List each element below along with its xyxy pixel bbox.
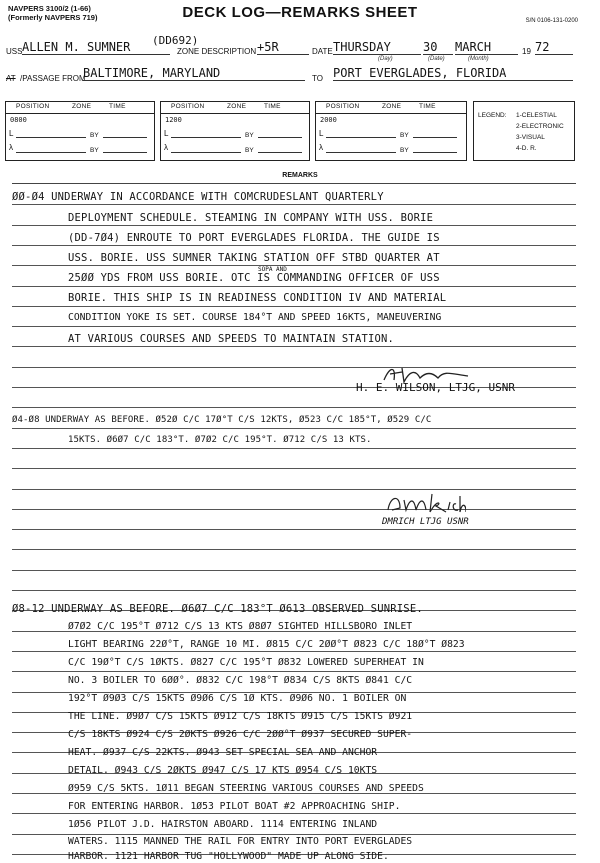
by-field xyxy=(103,144,147,153)
zone-header: ZONE xyxy=(382,103,402,110)
hull-number: (DD692) xyxy=(152,34,199,47)
longitude-field xyxy=(326,144,396,153)
by-field xyxy=(258,144,302,153)
by-label: BY xyxy=(245,132,254,139)
watch1-line: BORIE. THIS SHIP IS IN READINESS CONDITION IV AND MATERIAL xyxy=(68,292,447,304)
remarks-heading: REMARKS xyxy=(282,172,318,179)
longitude-label: λ xyxy=(9,143,13,152)
by-label: BY xyxy=(90,132,99,139)
page-title: DECK LOG—REMARKS SHEET xyxy=(182,4,418,21)
form-number-line2: (Formerly NAVPERS 719) xyxy=(8,13,98,22)
watch3-line: Ø959 C/S 5KTS. 1Ø11 BEGAN STEERING VARIOUS COURSES AND SPEEDS xyxy=(68,783,424,794)
uss-label: USS xyxy=(6,47,23,56)
ruled-line xyxy=(12,549,576,550)
time-header: TIME xyxy=(264,103,281,110)
ruled-line xyxy=(12,509,576,510)
watch1-line: AT VARIOUS COURSES AND SPEEDS TO MAINTAIN STATION. xyxy=(68,333,395,345)
ruled-line xyxy=(12,489,576,490)
year-value: 72 xyxy=(535,41,573,55)
day-value: THURSDAY xyxy=(333,41,421,55)
day-caption: (Day) xyxy=(378,56,393,62)
by-field xyxy=(258,129,302,138)
position-box-1200 xyxy=(160,101,310,161)
ruled-line xyxy=(12,570,576,571)
longitude-label: λ xyxy=(164,143,168,152)
latitude-field xyxy=(16,129,86,138)
watch1-line: (DD-7Ø4) ENROUTE TO PORT EVERGLADES FLORIDA. THE GUIDE IS xyxy=(68,232,440,244)
ruled-line xyxy=(12,346,576,347)
position-box-0800 xyxy=(5,101,155,161)
watch3-line: 192°T Ø9Ø3 C/S 15KTS Ø9Ø6 C/S 1Ø KTS. Ø9Ø6 NO. 1 BOILER ON xyxy=(68,693,407,704)
watch3-line: C/S 18KTS Ø924 C/S 2ØKTS Ø926 C/C 2ØØ°T Ø937 SECURED SUPER- xyxy=(68,729,413,740)
position-time: 2000 xyxy=(320,116,337,124)
watch3-line: NO. 3 BOILER TO 6ØØ°. Ø832 C/C 198°T Ø834 C/S 8KTS Ø841 C/C xyxy=(68,675,413,686)
latitude-label: L xyxy=(9,129,14,138)
position-header: POSITION xyxy=(171,103,205,110)
position-header: POSITION xyxy=(16,103,50,110)
zone-header: ZONE xyxy=(72,103,92,110)
latitude-field xyxy=(171,129,241,138)
watch1-signer: H. E. WILSON, LTJG, USNR xyxy=(356,381,515,394)
watch1-line: 25ØØ YDS FROM USS BORIE. OTC IS COMMANDING OFFICER OF USS xyxy=(68,272,440,284)
position-time: 1200 xyxy=(165,116,182,124)
watch2-line: Ø4-Ø8 UNDERWAY AS BEFORE. Ø52Ø C/C 17Ø°T C/S 12KTS, Ø523 C/C 185°T, Ø529 C/C xyxy=(12,415,432,425)
by-field xyxy=(413,129,457,138)
legend-item: 3-VISUAL xyxy=(516,134,545,141)
legend-item: 1-CELESTIAL xyxy=(516,112,557,119)
watch2-signer: DMRICH LTJG USNR xyxy=(382,517,469,527)
position-header: POSITION xyxy=(326,103,360,110)
by-field xyxy=(413,144,457,153)
by-label: BY xyxy=(400,132,409,139)
ruled-line xyxy=(12,286,576,287)
watch3-line: FOR ENTERING HARBOR. 1Ø53 PILOT BOAT #2 APPROACHING SHIP. xyxy=(68,801,401,812)
watch1-line: DEPLOYMENT SCHEDULE. STEAMING IN COMPANY WITH USS. BORIE xyxy=(68,212,434,224)
watch3-line: WATERS. 1115 MANNED THE RAIL FOR ENTRY INTO PORT EVERGLADES xyxy=(68,836,413,847)
passage-to: PORT EVERGLADES, FLORIDA xyxy=(333,67,573,81)
stock-number: S/N 0106-131-0200 xyxy=(525,18,578,24)
date-value: 30 xyxy=(423,41,453,55)
by-field xyxy=(103,129,147,138)
passage-from: BALTIMORE, MARYLAND xyxy=(83,67,305,81)
watch3-line: THE LINE. Ø9Ø7 C/S 15KTS Ø912 C/S 18KTS Ø915 C/S 15KTS Ø921 xyxy=(68,711,413,722)
watch1-line: USS. BORIE. USS SUMNER TAKING STATION OFF STBD QUARTER AT xyxy=(68,252,440,264)
watch1-line: ØØ-Ø4 UNDERWAY IN ACCORDANCE WITH COMCRUDESLANT QUARTERLY xyxy=(12,191,384,203)
watch3-line: C/C 19Ø°T C/S 1ØKTS. Ø827 C/C 195°T Ø832 LOWERED SUPERHEAT IN xyxy=(68,657,424,668)
ruled-line xyxy=(12,225,576,226)
watch1-insertion: SOPA AND xyxy=(258,266,287,273)
legend-title: LEGEND: xyxy=(478,112,507,119)
by-label: BY xyxy=(90,147,99,154)
month-caption: (Month) xyxy=(468,56,489,62)
ship-name: ALLEN M. SUMNER xyxy=(22,41,170,55)
zone-value: +5R xyxy=(257,41,309,55)
watch3-line: Ø7Ø2 C/C 195°T Ø712 C/S 13 KTS Ø8Ø7 SIGHTED HILLSBORO INLET xyxy=(68,621,413,632)
form-number-line1: NAVPERS 3100/2 (1-66) xyxy=(8,4,91,13)
watch3-line: Ø8-12 UNDERWAY AS BEFORE. Ø6Ø7 C/C 183°T Ø613 OBSERVED SUNRISE. xyxy=(12,603,423,615)
ruled-line xyxy=(12,367,576,368)
ruled-line xyxy=(12,448,576,449)
watch3-line: 1Ø56 PILOT J.D. HAIRSTON ABOARD. 1114 ENTERING INLAND xyxy=(68,819,378,830)
watch1-line: CONDITION YOKE IS SET. COURSE 184°T AND SPEED 16KTS, MANEUVERING xyxy=(68,312,442,323)
ruled-line xyxy=(12,529,576,530)
latitude-label: L xyxy=(319,129,324,138)
zone-label: ZONE DESCRIPTION xyxy=(177,47,257,56)
ruled-line xyxy=(12,671,576,672)
ruled-line xyxy=(12,834,576,835)
ruled-line xyxy=(12,326,576,327)
watch3-line: HEAT. Ø937 C/S 22KTS. Ø943 SET SPECIAL SEA AND ANCHOR xyxy=(68,747,378,758)
month-value: MARCH xyxy=(455,41,518,55)
to-label: TO xyxy=(312,74,323,83)
position-time: 0800 xyxy=(10,116,27,124)
longitude-label: λ xyxy=(319,143,323,152)
latitude-label: L xyxy=(164,129,169,138)
zone-header: ZONE xyxy=(227,103,247,110)
watch2-line: 15KTS. Ø6Ø7 C/C 183°T. Ø7Ø2 C/C 195°T. Ø712 C/S 13 KTS. xyxy=(68,435,372,445)
ruled-line xyxy=(12,651,576,652)
ruled-line xyxy=(12,468,576,469)
ruled-line xyxy=(12,265,576,266)
year-prefix: 19 xyxy=(522,47,531,56)
time-header: TIME xyxy=(109,103,126,110)
position-box-2000 xyxy=(315,101,467,161)
passage-label: /PASSAGE FROM xyxy=(20,74,86,83)
ruled-line xyxy=(12,813,576,814)
ruled-line xyxy=(12,245,576,246)
longitude-field xyxy=(171,144,241,153)
ruled-line xyxy=(12,428,576,429)
legend-item: 4-D. R. xyxy=(516,145,537,152)
legend-box xyxy=(473,101,575,161)
by-label: BY xyxy=(400,147,409,154)
at-struck-label: AT xyxy=(6,74,16,83)
time-header: TIME xyxy=(419,103,436,110)
watch2-signature xyxy=(386,492,466,516)
ruled-line xyxy=(12,204,576,205)
legend-item: 2-ELECTRONIC xyxy=(516,123,564,130)
latitude-field xyxy=(326,129,396,138)
date-label: DATE xyxy=(312,47,333,56)
ruled-line xyxy=(12,407,576,408)
longitude-field xyxy=(16,144,86,153)
by-label: BY xyxy=(245,147,254,154)
watch3-line: HARBOR. 1121 HARBOR TUG "HOLLYWOOD" MADE UP ALONG SIDE. xyxy=(68,851,389,862)
watch3-line: LIGHT BEARING 22Ø°T, RANGE 10 MI. Ø815 C/C 2ØØ°T Ø823 C/C 18Ø°T Ø823 xyxy=(68,639,465,650)
ruled-line xyxy=(12,306,576,307)
date-caption: (Date) xyxy=(428,56,445,62)
watch3-line: DETAIL. Ø943 C/S 2ØKTS Ø947 C/S 17 KTS Ø954 C/S 10KTS xyxy=(68,765,378,776)
ruled-line xyxy=(12,590,576,591)
